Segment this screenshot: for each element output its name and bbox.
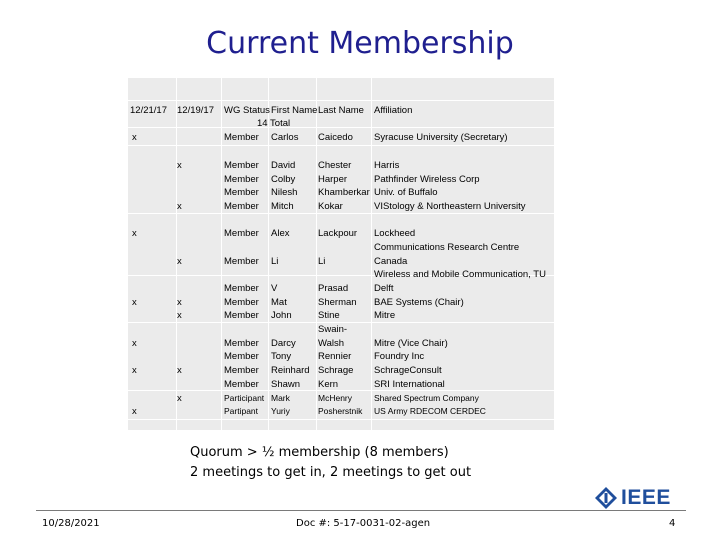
table-cell-last-name: Prasad xyxy=(318,283,349,294)
table-cell-attendance-12-21-17: x xyxy=(132,297,137,308)
table-cell-wg-status: Member xyxy=(224,379,259,390)
table-cell-last-name: Kern xyxy=(318,379,339,390)
table-cell-wg-status: Participant xyxy=(224,393,265,403)
footer-divider xyxy=(36,510,686,511)
table-cell-first-name: Alex xyxy=(271,228,290,239)
table-cell-first-name: John xyxy=(271,310,292,321)
table-cell-wg-status: Member xyxy=(224,365,259,376)
table-divider xyxy=(316,78,317,430)
table-cell-affiliation: SRI International xyxy=(374,379,445,390)
table-cell-affiliation: VIStology & Northeastern University xyxy=(374,201,526,212)
table-cell-wg-status: Member xyxy=(224,187,259,198)
table-cell-last-name: Posherstnik xyxy=(318,406,363,416)
table-cell-last-name: Lackpour xyxy=(318,228,358,239)
footer-doc-number: Doc #: 5-17-0031-02-agen xyxy=(296,518,431,529)
table-cell-attendance-12-19-17: x xyxy=(177,201,182,212)
table-divider xyxy=(128,419,554,420)
table-cell-attendance-12-19-17: x xyxy=(177,160,182,171)
table-cell-attendance-12-21-17: x xyxy=(132,228,137,239)
table-cell-first-name: Mat xyxy=(271,297,287,308)
table-divider xyxy=(221,78,222,430)
table-cell-last-name: Stine xyxy=(318,310,340,321)
page-title: Current Membership xyxy=(206,26,514,61)
table-cell-attendance-12-19-17: x xyxy=(177,310,182,321)
table-cell-attendance-12-21-17: x xyxy=(132,365,137,376)
table-cell-affiliation: Lockheed xyxy=(374,228,416,239)
table-cell-last-name: Swain- xyxy=(318,324,348,335)
table-cell-last-name: Walsh xyxy=(318,338,345,349)
table-cell-attendance-12-21-17: x xyxy=(132,406,137,417)
table-cell-affiliation: Pathfinder Wireless Corp xyxy=(374,174,480,185)
table-cell-affiliation: Canada xyxy=(374,256,408,267)
table-cell-wg-status: Member xyxy=(224,283,259,294)
table-divider xyxy=(128,127,554,128)
table-cell-wg-status: Member xyxy=(224,201,259,212)
table-divider xyxy=(128,145,554,146)
table-cell-last-name: Harper xyxy=(318,174,348,185)
table-cell-wg-status: Member xyxy=(224,228,259,239)
table-cell-attendance-12-21-17: x xyxy=(132,338,137,349)
table-cell-affiliation: Harris xyxy=(374,160,400,171)
table-cell-first-name: Shawn xyxy=(271,379,301,390)
table-cell-last-name: McHenry xyxy=(318,393,353,403)
table-cell-first-name: Li xyxy=(271,256,279,267)
header-date-2: 12/19/17 xyxy=(177,105,214,116)
table-cell-first-name: Colby xyxy=(271,174,296,185)
table-divider xyxy=(371,78,372,430)
footer-date: 10/28/2021 xyxy=(42,518,100,529)
table-cell-last-name: Caicedo xyxy=(318,132,353,143)
table-cell-first-name: Yuriy xyxy=(271,406,290,416)
table-divider xyxy=(128,100,554,101)
ieee-logo-text: IEEE xyxy=(621,486,671,509)
table-cell-last-name: Kokar xyxy=(318,201,343,212)
table-cell-affiliation: Foundry Inc xyxy=(374,351,425,362)
header-last-name: Last Name xyxy=(318,105,364,116)
header-date-1: 12/21/17 xyxy=(130,105,167,116)
table-cell-first-name: Nilesh xyxy=(271,187,298,198)
table-cell-wg-status: Member xyxy=(224,310,259,321)
header-affiliation: Affiliation xyxy=(374,105,413,116)
table-cell-wg-status: Member xyxy=(224,256,259,267)
table-cell-affiliation: BAE Systems (Chair) xyxy=(374,297,464,308)
header-first-name: First Name xyxy=(271,105,318,116)
table-cell-wg-status: Member xyxy=(224,338,259,349)
table-cell-affiliation: Univ. of Buffalo xyxy=(374,187,438,198)
footer-page-number: 4 xyxy=(669,518,676,529)
table-cell-last-name: Sherman xyxy=(318,297,357,308)
table-cell-affiliation: Syracuse University (Secretary) xyxy=(374,132,508,143)
table-cell-first-name: Tony xyxy=(271,351,292,362)
table-cell-first-name: Carlos xyxy=(271,132,299,143)
table-cell-wg-status: Member xyxy=(224,297,259,308)
table-cell-last-name: Khamberkar xyxy=(318,187,370,198)
table-cell-attendance-12-19-17: x xyxy=(177,256,182,267)
table-cell-affiliation: Wireless and Mobile Communication, TU xyxy=(374,269,546,280)
table-cell-attendance-12-19-17: x xyxy=(177,393,182,404)
table-cell-affiliation: Mitre (Vice Chair) xyxy=(374,338,448,349)
table-cell-affiliation: Communications Research Centre xyxy=(374,242,520,253)
table-cell-affiliation: Delft xyxy=(374,283,394,294)
table-cell-wg-status: Partipant xyxy=(224,406,259,416)
table-cell-wg-status: Member xyxy=(224,160,259,171)
total-count: 14 Total xyxy=(257,118,291,129)
table-cell-last-name: Schrage xyxy=(318,365,354,376)
ieee-diamond-icon xyxy=(594,486,618,510)
header-wg-status: WG Status xyxy=(224,105,270,116)
ieee-logo xyxy=(594,485,671,511)
table-cell-first-name: Darcy xyxy=(271,338,296,349)
table-divider xyxy=(268,78,269,430)
table-cell-attendance-12-19-17: x xyxy=(177,365,182,376)
table-cell-last-name: Chester xyxy=(318,160,352,171)
table-cell-wg-status: Member xyxy=(224,132,259,143)
table-cell-first-name: Mark xyxy=(271,393,290,403)
table-cell-attendance-12-21-17: x xyxy=(132,132,137,143)
table-divider xyxy=(128,390,554,391)
table-cell-first-name: David xyxy=(271,160,296,171)
table-cell-affiliation: Shared Spectrum Company xyxy=(374,393,479,403)
table-cell-last-name: Rennier xyxy=(318,351,352,362)
table-cell-first-name: Reinhard xyxy=(271,365,310,376)
table-cell-first-name: Mitch xyxy=(271,201,294,212)
table-cell-wg-status: Member xyxy=(224,174,259,185)
table-cell-first-name: V xyxy=(271,283,278,294)
table-cell-attendance-12-19-17: x xyxy=(177,297,182,308)
table-cell-affiliation: Mitre xyxy=(374,310,396,321)
table-cell-affiliation: US Army RDECOM CERDEC xyxy=(374,406,486,416)
quorum-note: Quorum > ½ membership (8 members) xyxy=(190,445,449,460)
table-cell-wg-status: Member xyxy=(224,351,259,362)
table-cell-last-name: Li xyxy=(318,256,326,267)
meetings-note: 2 meetings to get in, 2 meetings to get out xyxy=(190,465,472,480)
table-cell-affiliation: SchrageConsult xyxy=(374,365,442,376)
